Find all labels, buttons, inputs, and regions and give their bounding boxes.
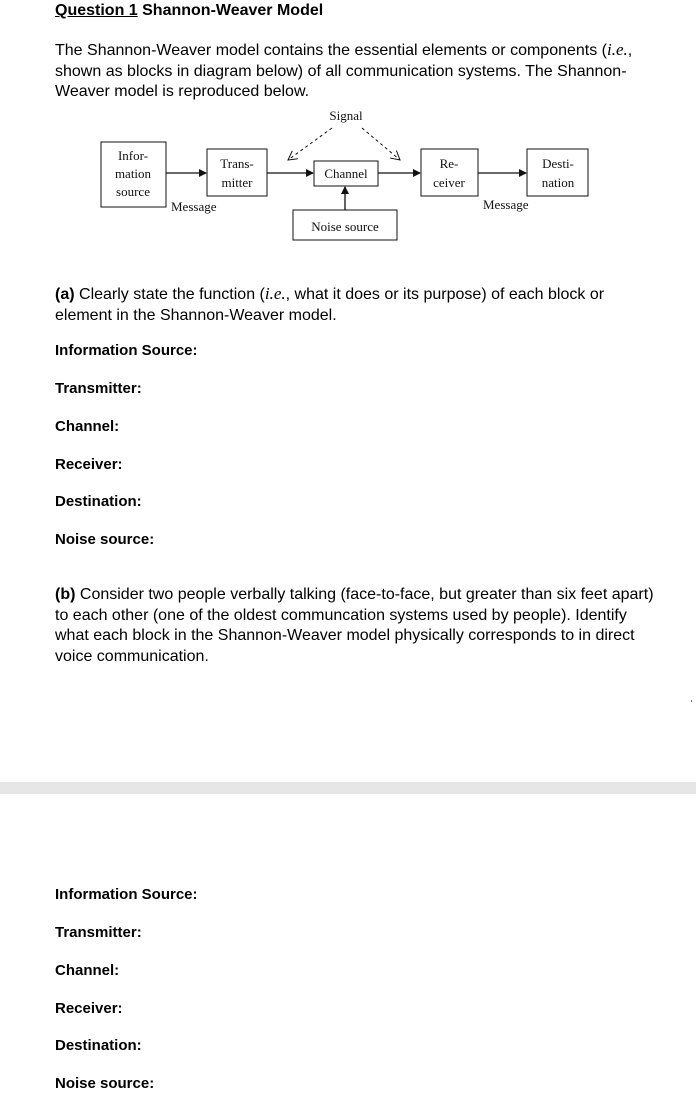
part-a-question [55,284,655,326]
info-source-line-2: mation [114,166,152,181]
transmitter-line-1: Trans- [220,156,254,171]
intro-ie: i.e. [607,40,628,59]
intro-text-1: The Shannon-Weaver model contains the essential elements or components ( [55,42,608,59]
part-b-text: Consider two people verbally talking (face-to-face, but greater than six feet apart) to each other (one of the oldest communcation systems used by people). Identify what each block in the Shannon-Weaver model physically corresponds to in direct voice communication. [55,586,654,665]
part-a-ie: i.e. [264,284,286,303]
label-b-destination: Destination: [55,1037,142,1054]
label-b-receiver: Receiver: [55,1000,123,1017]
label-b-channel: Channel: [55,962,120,979]
label-b-noise-source: Noise source: [55,1075,155,1092]
receiver-line-2: ceiver [433,175,465,190]
label-a-transmitter: Transmitter: [55,380,142,397]
label-b-information-source: Information Source: [55,886,198,903]
channel-label: Channel [324,166,368,181]
receiver-line-1: Re- [439,156,459,171]
label-a-noise-source: Noise source: [55,531,155,548]
label-a-channel: Channel: [55,418,120,435]
part-a-text-1: Clearly state the function ( [74,286,265,303]
transmitter-line-2: mitter [221,175,253,190]
noise-source-label: Noise source [311,219,379,234]
part-b-label: (b) [55,586,76,603]
label-a-destination: Destination: [55,493,142,510]
label-a-information-source: Information Source: [55,342,198,359]
question-title-text: Shannon-Weaver Model [137,2,324,19]
question-title [55,2,323,20]
intro-text-2: , shown as blocks in diagram below) of all communication systems. The Shannon-Weaver model is reproduced below. [55,42,633,100]
intro-paragraph [55,40,665,103]
page-bottom [0,794,696,1120]
label-b-transmitter: Transmitter: [55,924,142,941]
info-source-line-3: source [116,184,150,199]
label-a-receiver: Receiver: [55,456,123,473]
signal-arrow-left [288,128,332,160]
shannon-weaver-diagram [0,100,696,250]
message-label-right: Message [483,197,529,212]
part-b-question [55,585,655,667]
destination-line-2: nation [541,175,575,190]
question-number: Question 1 [55,2,138,19]
page-separator [0,782,696,794]
stray-mark [691,700,692,702]
part-a-label: (a) [55,286,75,303]
info-source-line-1: Infor- [117,148,149,163]
signal-arrow-right [362,128,400,160]
destination-line-1: Desti- [542,156,574,171]
message-label-left: Message [171,199,217,214]
signal-label: Signal [329,108,363,123]
part-a-text-2: , what it does or its purpose) of each block or element in the Shannon-Weaver model. [55,286,605,324]
